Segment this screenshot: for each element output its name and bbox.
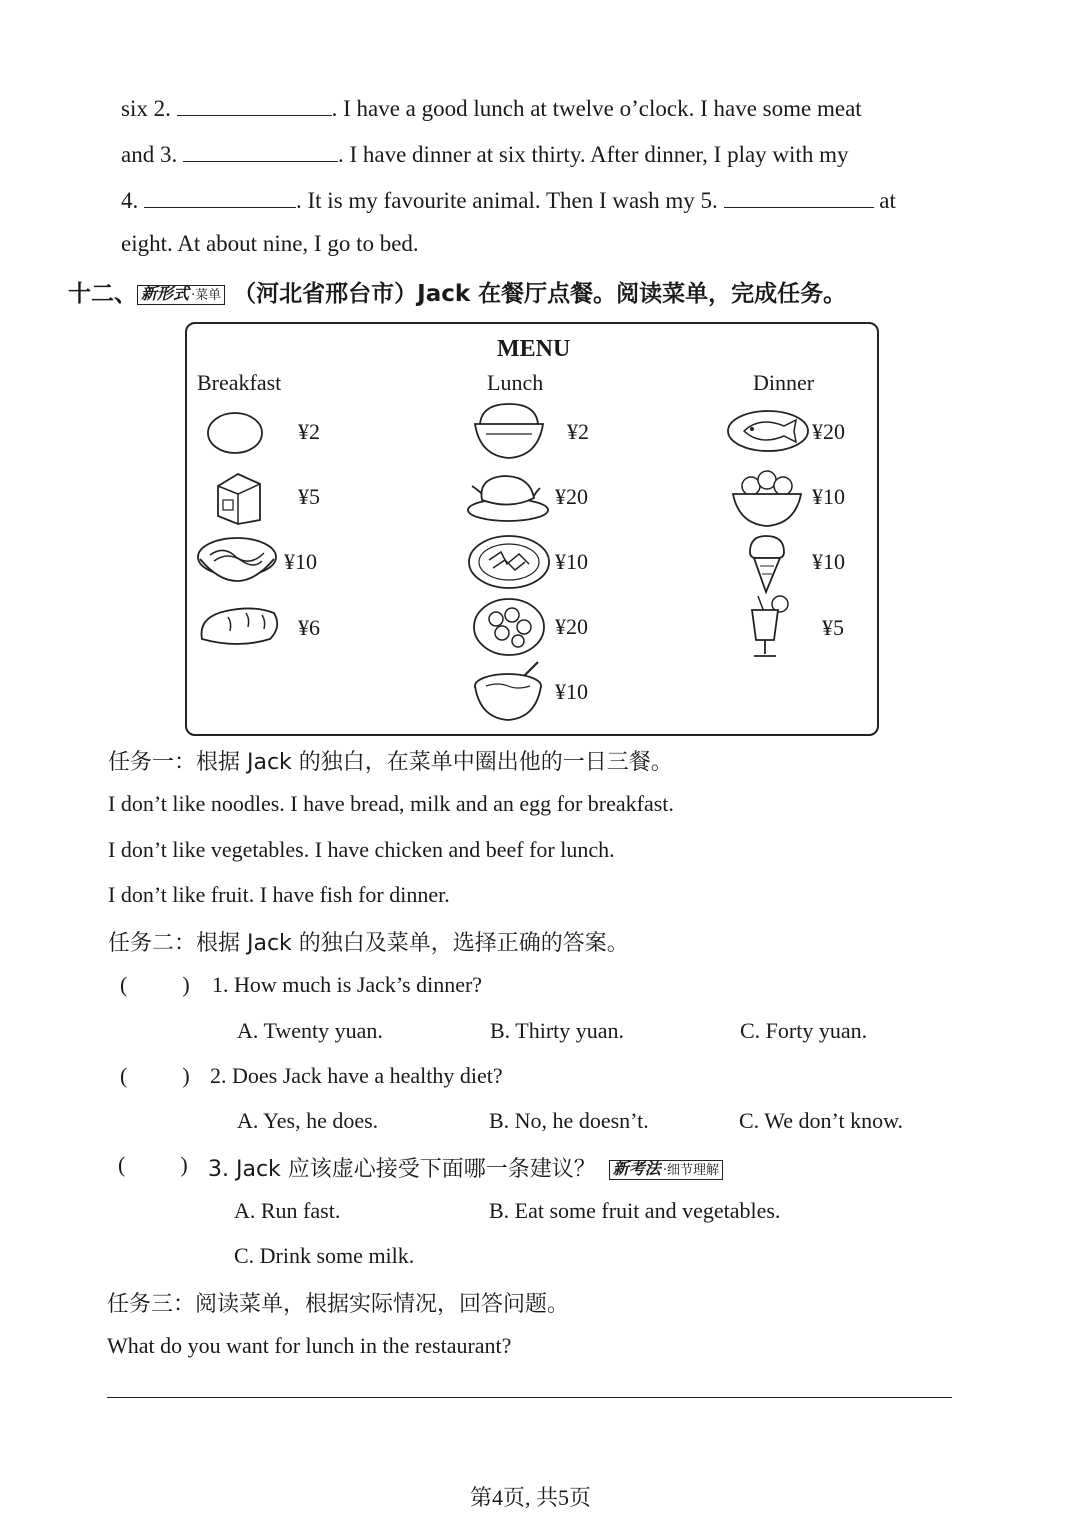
passage-line-2: and 3. . I have dinner at six thirty. After dinner, I play with my — [121, 139, 848, 168]
price-fish: ¥20 — [812, 419, 845, 444]
price-vegetables: ¥10 — [555, 549, 588, 574]
task1-line-2: I don’t like vegetables. I have chicken and beef for lunch. — [108, 837, 615, 862]
menu-column-breakfast: Breakfast — [197, 370, 282, 395]
q2-option-b[interactable]: B. No, he doesn’t. — [489, 1108, 649, 1133]
price-fruit-salad: ¥10 — [812, 484, 845, 509]
price-ice-cream: ¥10 — [812, 549, 845, 574]
q2-option-a[interactable]: A. Yes, he does. — [237, 1108, 379, 1133]
answer-paren-2[interactable]: ( ) — [120, 1063, 190, 1088]
rice-bowl-icon[interactable] — [472, 400, 546, 462]
price-soup: ¥10 — [555, 679, 588, 704]
task2-title: 任务二：根据 Jack 的独白及菜单，选择正确的答案。 — [108, 931, 629, 956]
q1-option-b[interactable]: B. Thirty yuan. — [490, 1018, 625, 1043]
price-bread: ¥6 — [298, 615, 320, 640]
passage-line-3: 4. . It is my favourite animal. Then I wash my 5. at — [121, 185, 896, 214]
fish-plate-icon[interactable] — [726, 408, 810, 454]
passage-line-1: six 2. . I have a good lunch at twelve o’clock. I have some meat — [121, 93, 862, 122]
juice-icon[interactable] — [744, 594, 794, 660]
price-juice: ¥5 — [822, 615, 844, 640]
task3-question: What do you want for lunch in the restaurant? — [107, 1333, 512, 1358]
task3-title: 任务三：阅读菜单，根据实际情况，回答问题。 — [107, 1292, 570, 1317]
passage-line-4: eight. At about nine, I go to bed. — [121, 231, 419, 256]
question-2: 2. Does Jack have a healthy diet? — [210, 1063, 503, 1088]
price-egg: ¥2 — [298, 419, 320, 444]
question-3: 3. Jack 应该虚心接受下面哪一条建议？ 新考法 ·细节理解 — [208, 1152, 731, 1183]
price-beef: ¥20 — [555, 614, 588, 639]
price-chicken: ¥20 — [555, 484, 588, 509]
price-noodles: ¥10 — [284, 549, 317, 574]
menu-column-dinner: Dinner — [753, 370, 815, 395]
answer-blank-3[interactable] — [183, 139, 338, 162]
roast-chicken-icon[interactable] — [464, 466, 552, 524]
task1-line-3: I don’t like fruit. I have fish for dinner. — [108, 882, 450, 907]
q2-option-c[interactable]: C. We don’t know. — [739, 1108, 904, 1133]
task1-line-1: I don’t like noodles. I have bread, milk and an egg for breakfast. — [108, 791, 674, 816]
new-exam-tag: 新考法 ·细节理解 — [609, 1160, 723, 1180]
price-rice: ¥2 — [567, 419, 589, 444]
egg-icon[interactable] — [206, 410, 266, 455]
q3-option-c[interactable]: C. Drink some milk. — [234, 1243, 415, 1268]
milk-carton-icon[interactable] — [212, 470, 264, 526]
task1-title: 任务一：根据 Jack 的独白，在菜单中圈出他的一日三餐。 — [108, 750, 673, 775]
vegetables-plate-icon[interactable] — [467, 534, 551, 590]
question-1: 1. How much is Jack’s dinner? — [212, 972, 483, 997]
price-milk: ¥5 — [298, 484, 320, 509]
q1-option-c[interactable]: C. Forty yuan. — [740, 1018, 868, 1043]
answer-blank-4[interactable] — [144, 185, 296, 208]
answer-paren-1[interactable]: ( ) — [120, 972, 190, 997]
ice-cream-icon[interactable] — [746, 532, 788, 594]
answer-paren-3[interactable]: ( ) — [118, 1152, 188, 1177]
answer-line[interactable] — [107, 1397, 952, 1398]
answer-blank-2[interactable] — [177, 93, 332, 116]
beef-plate-icon[interactable] — [472, 597, 546, 657]
new-format-tag: 新形式 ·菜单 — [137, 285, 225, 305]
fruit-salad-icon[interactable] — [731, 466, 803, 528]
q1-option-a[interactable]: A. Twenty yuan. — [237, 1018, 383, 1043]
q3-option-b[interactable]: B. Eat some fruit and vegetables. — [489, 1198, 781, 1223]
menu-column-lunch: Lunch — [487, 370, 544, 395]
section-heading: 十二、 新形式 ·菜单 （河北省邢台市）Jack 在餐厅点餐。阅读菜单，完成任务。 — [68, 281, 847, 307]
bread-icon[interactable] — [196, 603, 282, 651]
menu-title: MENU — [497, 336, 571, 362]
page-number: 第4页, 共5页 — [470, 1485, 592, 1510]
noodles-icon[interactable] — [196, 533, 280, 589]
soup-bowl-icon[interactable] — [472, 660, 548, 724]
answer-blank-5[interactable] — [724, 185, 874, 208]
q3-option-a[interactable]: A. Run fast. — [234, 1198, 341, 1223]
